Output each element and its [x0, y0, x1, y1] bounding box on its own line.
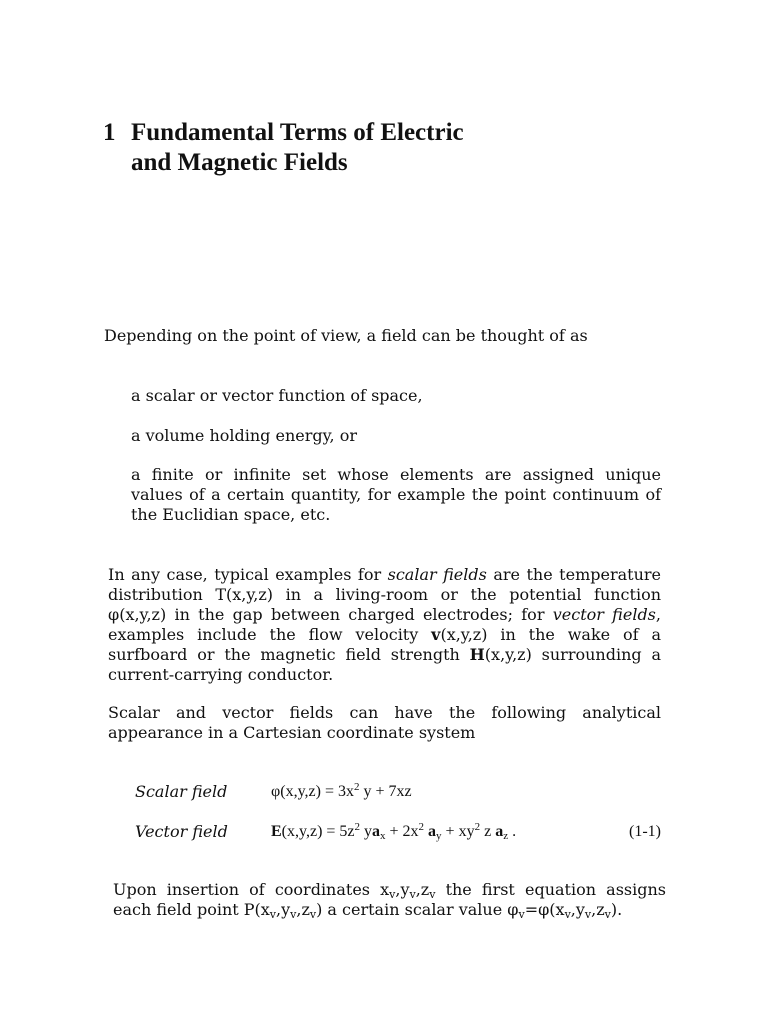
text-run: ,z — [296, 900, 310, 919]
subscript: v — [429, 888, 436, 901]
equation-label-scalar: Scalar field — [135, 782, 228, 801]
equation-vector — [135, 820, 665, 844]
equation-scalar — [135, 780, 665, 804]
chapter-title — [103, 118, 464, 178]
body-paragraph-examples — [108, 565, 661, 685]
equation-scalar-expression — [271, 780, 412, 804]
symbol-e: E — [271, 823, 282, 840]
eq-subscript: z — [503, 830, 509, 842]
term-vector-fields: vector fields — [552, 605, 656, 624]
text-run: ,z — [415, 880, 430, 899]
text-run: ). — [610, 900, 623, 919]
eq-run: + xy — [441, 823, 475, 840]
body-paragraph-analytical: Scalar and vector fields can have the following analytical appearance in a Cartesian coordinate system — [108, 703, 661, 742]
text-run: ,y — [276, 900, 291, 919]
eq-subscript: y — [436, 830, 442, 842]
equation-label-vector: Vector field — [135, 822, 228, 841]
subscript: v — [269, 908, 277, 921]
subscript: v — [309, 908, 317, 921]
subscript: v — [604, 908, 611, 921]
text-run: ,y — [570, 900, 585, 919]
subscript: v — [389, 888, 396, 901]
equation-number: (1-1) — [629, 823, 661, 840]
subscript: v — [518, 908, 525, 921]
text-run: the first equation assigns each field point P(x — [113, 880, 666, 919]
unit-vector-a: a — [372, 823, 381, 840]
eq-run: y + 7xz — [359, 783, 412, 800]
subscript: v — [564, 908, 571, 921]
eq-superscript: 2 — [418, 821, 425, 833]
eq-run: (x,y,z) = 5z — [281, 823, 355, 840]
eq-run: φ(x,y,z) = 3x — [271, 783, 354, 800]
eq-run: y — [360, 823, 373, 840]
list-item: a volume holding energy, or — [131, 426, 357, 445]
text-run: =φ(x — [524, 900, 565, 919]
list-item: a finite or infinite set whose elements are assigned unique values of a certain quantity, for example the point continuum of the Euclidian space, etc. — [131, 465, 661, 524]
text-run: ) a certain scalar value φ — [316, 900, 519, 919]
eq-superscript: 2 — [474, 821, 481, 833]
subscript: v — [290, 908, 297, 921]
eq-run: + 2x — [385, 823, 419, 840]
eq-run: . — [508, 823, 517, 840]
body-paragraph-insertion — [113, 880, 666, 920]
text-run: (x,y,z) surrounding a current-carrying conductor. — [108, 645, 661, 684]
equation-vector-expression — [271, 820, 516, 844]
subscript: v — [409, 888, 416, 901]
symbol-h: H — [469, 645, 485, 664]
term-scalar-fields: scalar fields — [387, 565, 487, 584]
chapter-number: 1 — [103, 119, 116, 146]
eq-superscript: 2 — [354, 821, 361, 833]
text-run: are the temperature distribution T(x,y,z) in a living-room or the potential function φ(x,y,z) in the gap between charged electrodes; for — [108, 565, 661, 624]
text-run: (x,y,z) in the wake of a surfboard or the magnetic field strength — [108, 625, 661, 664]
text-run: ,z — [591, 900, 605, 919]
eq-superscript: 2 — [353, 781, 360, 793]
unit-vector-a: a — [424, 823, 437, 840]
list-item: a scalar or vector function of space, — [131, 386, 423, 405]
unit-vector-a: a — [495, 823, 504, 840]
chapter-title-line2: and Magnetic Fields — [131, 149, 348, 176]
symbol-v: v — [431, 625, 441, 644]
text-run: Upon insertion of coordinates x — [113, 880, 390, 899]
eq-run: z — [480, 823, 496, 840]
chapter-title-line1: Fundamental Terms of Electric — [131, 119, 464, 146]
text-run: , examples include the flow velocity — [108, 605, 661, 644]
eq-subscript: x — [380, 830, 386, 842]
text-run: In any case, typical examples for — [108, 565, 388, 584]
subscript: v — [584, 908, 592, 921]
text-run: ,y — [395, 880, 410, 899]
intro-paragraph: Depending on the point of view, a field can be thought of as — [104, 326, 588, 345]
